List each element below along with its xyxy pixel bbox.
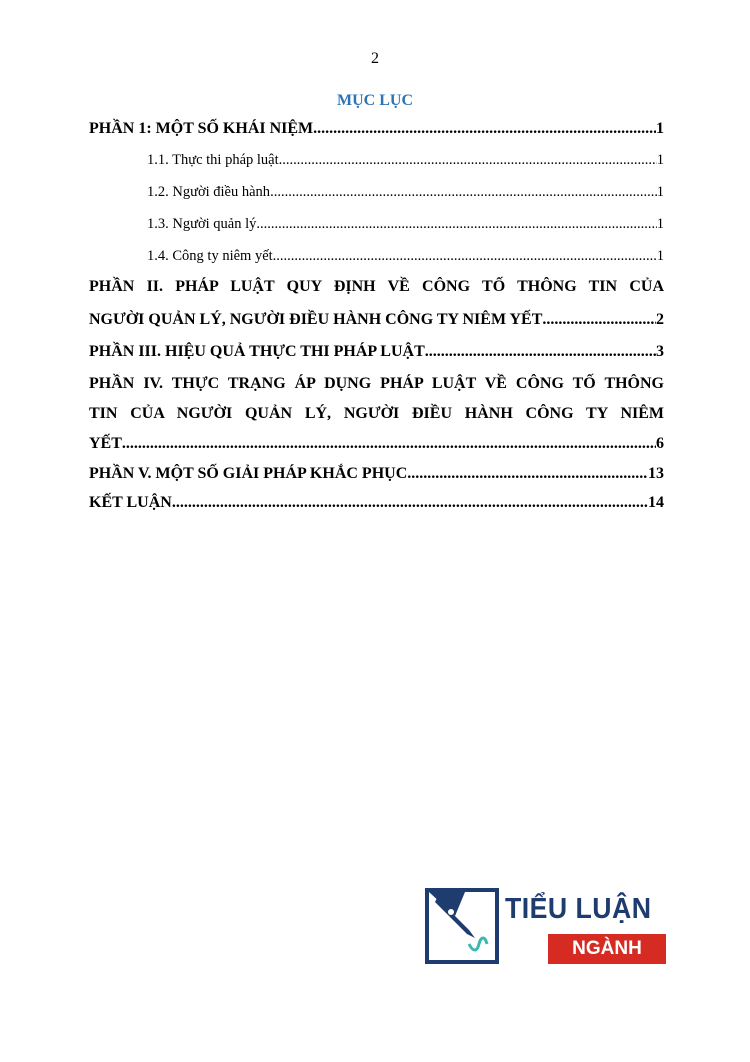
- toc-entry-page: 14: [648, 494, 664, 511]
- toc-entry-label: 1.4. Công ty niêm yết: [147, 248, 273, 264]
- toc-entry-label: KẾT LUẬN: [89, 494, 172, 511]
- toc-title: MỤC LỤC: [337, 92, 413, 109]
- dot-leader: [279, 152, 657, 169]
- logo-subtitle: NGÀNH LUẬT: [548, 934, 666, 964]
- toc-entry-part-4-line-2[interactable]: [89, 405, 664, 433]
- brand-logo: [425, 888, 665, 989]
- toc-entry-page: 1: [656, 152, 664, 168]
- dot-leader: [122, 435, 656, 453]
- toc-entry-label: PHẦN IV. THỰC TRẠNG ÁP DỤNG PHÁP LUẬT VỀ CÔNG TỐ THÔNG: [89, 375, 664, 392]
- toc-entry-label: PHẦN 1: MỘT SỐ KHÁI NIỆM: [89, 120, 314, 137]
- toc-entry-part-3[interactable]: [89, 343, 664, 371]
- toc-entry-page: 2: [656, 311, 664, 328]
- toc-entry-part-4-line-3[interactable]: [89, 435, 664, 463]
- toc-entry-page: 1: [656, 216, 664, 232]
- toc-entry-page: 1: [656, 120, 664, 137]
- dot-leader: [273, 248, 657, 265]
- toc-entry-1-2[interactable]: [147, 184, 664, 212]
- toc-entry-label: YẾT: [89, 435, 122, 452]
- toc-entry-part-4-line-1[interactable]: [89, 375, 664, 403]
- toc-entry-part-5[interactable]: [89, 465, 664, 493]
- dot-leader: [542, 311, 656, 329]
- toc-entry-1-1[interactable]: [147, 152, 664, 180]
- toc-entry-page: 6: [656, 435, 664, 452]
- pen-nib-icon: [425, 888, 499, 964]
- dot-leader: [425, 343, 656, 361]
- toc-entry-label: 1.3. Người quản lý: [147, 216, 257, 232]
- toc-entry-label: TIN CỦA NGƯỜI QUẢN LÝ, NGƯỜI ĐIỀU HÀNH CÔNG TY NIÊM: [89, 405, 664, 422]
- toc-entry-conclusion[interactable]: [89, 494, 664, 522]
- toc-entry-label: 1.1. Thực thi pháp luật: [147, 152, 279, 168]
- dot-leader: [256, 216, 656, 233]
- logo-title: TIỂU LUẬN: [505, 893, 652, 925]
- toc-entry-label: PHẦN II. PHÁP LUẬT QUY ĐỊNH VỀ CÔNG TỐ THÔNG TIN CỦA: [89, 278, 664, 295]
- dot-leader: [407, 465, 648, 483]
- page-number: 2: [371, 50, 379, 67]
- toc-entry-1-4[interactable]: [147, 248, 664, 276]
- toc-entry-page: 1: [656, 248, 664, 264]
- toc-entry-label: PHẦN V. MỘT SỐ GIẢI PHÁP KHẮC PHỤC: [89, 465, 408, 482]
- toc-entry-label: PHẦN III. HIỆU QUẢ THỰC THI PHÁP LUẬT: [89, 343, 425, 360]
- dot-leader: [172, 494, 648, 512]
- toc-entry-1-3[interactable]: [147, 216, 664, 244]
- toc-entry-label: 1.2. Người điều hành: [147, 184, 271, 200]
- dot-leader: [313, 120, 656, 138]
- toc-entry-part-1[interactable]: [89, 120, 664, 148]
- toc-entry-page: 3: [656, 343, 664, 360]
- toc-entry-part-2-line-2[interactable]: [89, 311, 664, 339]
- toc-entry-label: NGƯỜI QUẢN LÝ, NGƯỜI ĐIỀU HÀNH CÔNG TY NIÊM YẾT: [89, 311, 543, 328]
- toc-entry-part-2-line-1[interactable]: [89, 278, 664, 306]
- toc-entry-page: 13: [648, 465, 664, 482]
- toc-entry-page: 1: [656, 184, 664, 200]
- dot-leader: [270, 184, 657, 201]
